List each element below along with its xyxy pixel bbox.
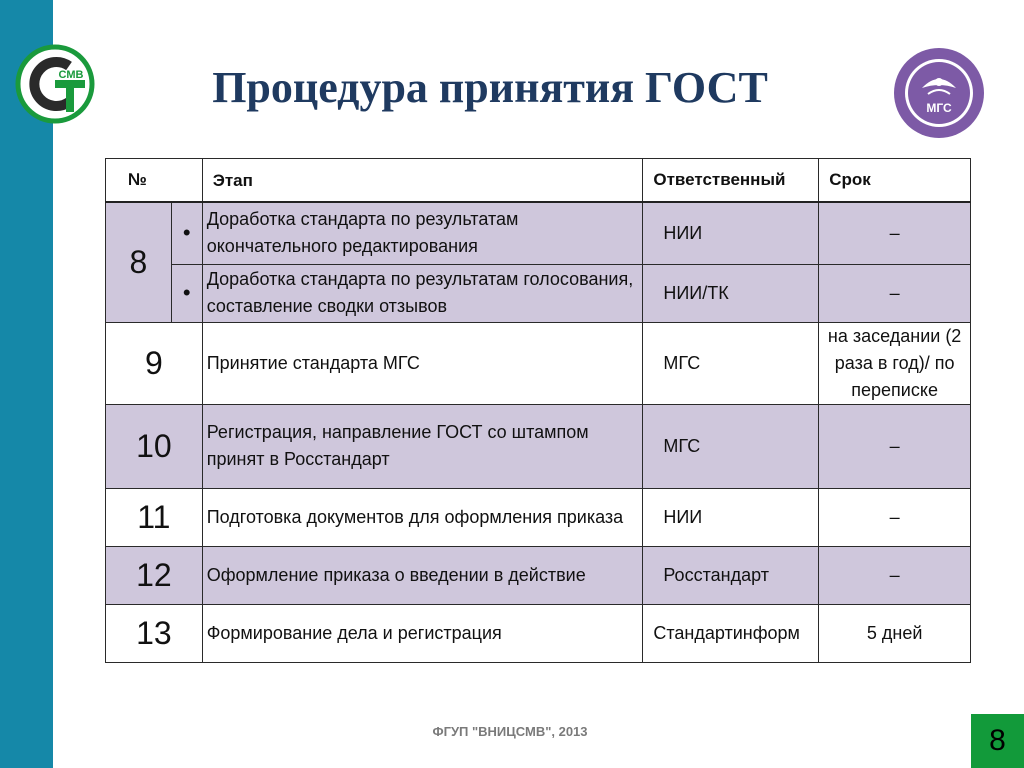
page-title: Процедура принятия ГОСТ	[212, 63, 768, 112]
row-responsible: НИИ	[643, 202, 819, 264]
smv-logo-icon	[15, 44, 95, 124]
row-term: –	[819, 202, 971, 264]
mgs-logo-icon	[892, 46, 986, 140]
row-num: 13	[106, 604, 203, 662]
row-responsible: МГС	[643, 322, 819, 404]
bullet-icon: •	[171, 202, 202, 264]
row-num: 8	[106, 202, 172, 322]
row-stage: Доработка стандарта по результатам окончательного редактирования	[202, 202, 643, 264]
table-row	[106, 202, 971, 264]
header-responsible: Ответственный	[643, 159, 819, 203]
table-row	[106, 546, 971, 604]
row-num: 9	[106, 322, 203, 404]
row-stage: Подготовка документов для оформления приказа	[202, 488, 643, 546]
row-responsible: НИИ/ТК	[643, 264, 819, 322]
row-num: 11	[106, 488, 203, 546]
page-number: 8	[989, 724, 1006, 757]
row-term: –	[819, 404, 971, 488]
row-responsible: Росстандарт	[643, 546, 819, 604]
gost-procedure-table	[105, 158, 971, 663]
row-term: –	[819, 546, 971, 604]
smv-logo-text: СМВ	[58, 69, 84, 81]
footer-text: ФГУП "ВНИЦСМВ", 2013	[432, 724, 588, 739]
row-stage: Принятие стандарта МГС	[202, 322, 643, 404]
row-stage: Регистрация, направление ГОСТ со штампом принят в Росстандарт	[202, 404, 643, 488]
header-num: №	[106, 159, 203, 203]
table-row	[106, 488, 971, 546]
row-responsible: НИИ	[643, 488, 819, 546]
row-responsible: Стандартинформ	[643, 604, 819, 662]
table-row	[106, 264, 971, 322]
row-stage: Формирование дела и регистрация	[202, 604, 643, 662]
row-responsible: МГС	[643, 404, 819, 488]
row-term: –	[819, 488, 971, 546]
row-term: 5 дней	[819, 604, 971, 662]
header-term: Срок	[819, 159, 971, 203]
table-row	[106, 604, 971, 662]
header-stage: Этап	[202, 159, 643, 203]
row-stage: Оформление приказа о введении в действие	[202, 546, 643, 604]
bullet-icon: •	[171, 264, 202, 322]
row-stage: Доработка стандарта по результатам голосования, составление сводки отзывов	[202, 264, 643, 322]
table-header-row	[106, 159, 971, 203]
row-term: на заседании (2 раза в год)/ по переписке	[819, 322, 971, 404]
mgs-logo-text: МГС	[926, 101, 952, 115]
table-row	[106, 404, 971, 488]
row-term: –	[819, 264, 971, 322]
table-row	[106, 322, 971, 404]
row-num: 12	[106, 546, 203, 604]
row-num: 10	[106, 404, 203, 488]
